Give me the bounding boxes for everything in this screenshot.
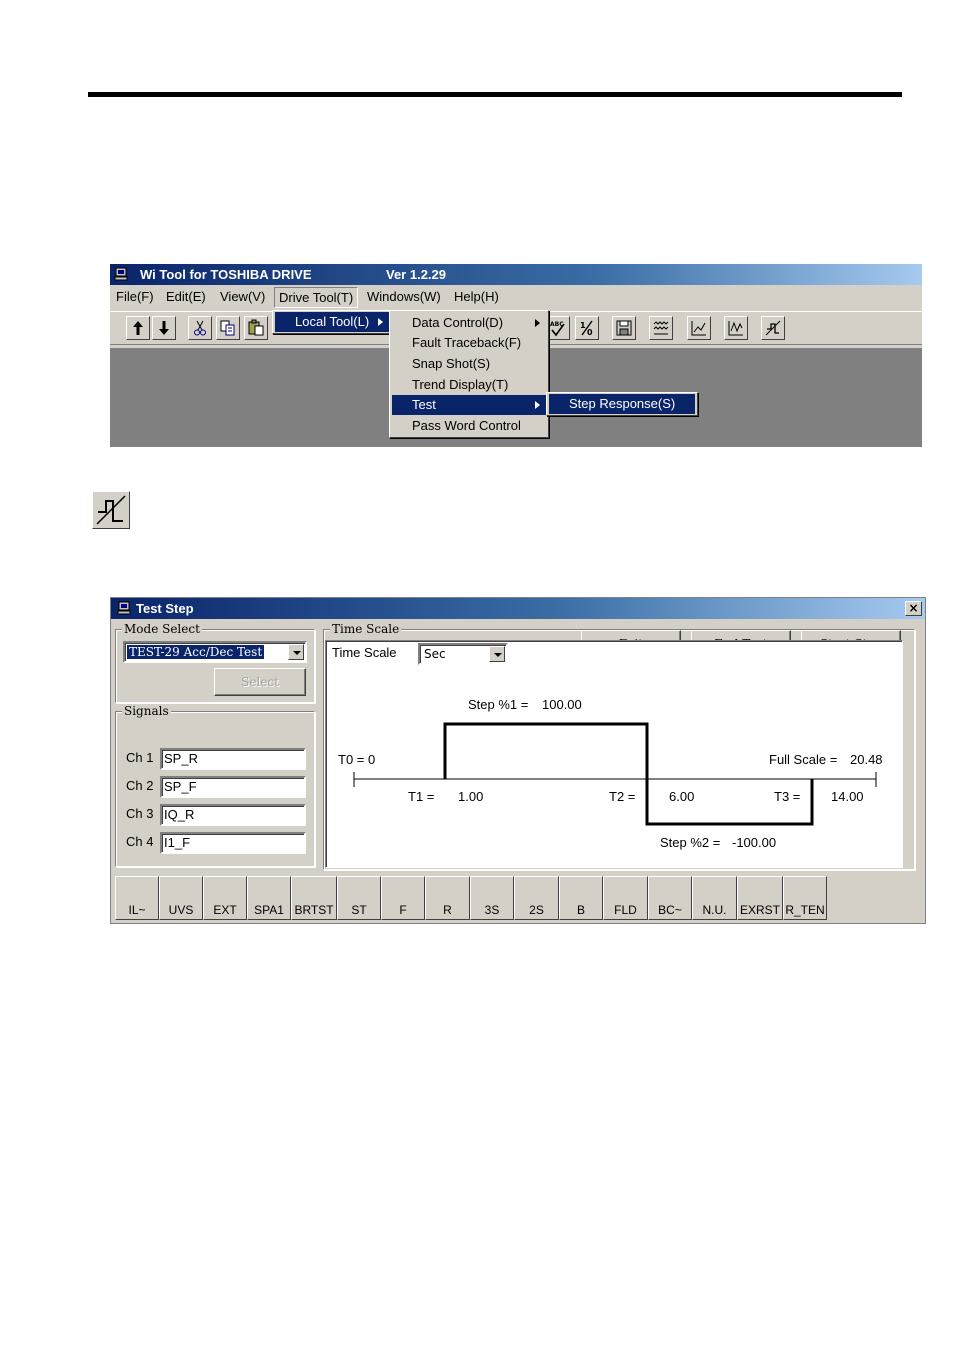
save-button[interactable] <box>612 316 636 340</box>
computer-icon <box>114 267 128 281</box>
main-window <box>110 264 922 447</box>
step-graph <box>325 640 903 868</box>
wave-icon <box>652 319 670 337</box>
ch3-field[interactable]: IQ_R <box>160 804 306 826</box>
submenu-arrow-icon <box>535 319 540 327</box>
signal-uvs-button[interactable]: UVS <box>159 876 203 920</box>
ch4-label: Ch 4 <box>126 834 154 849</box>
step1-value: 100.00 <box>542 697 582 712</box>
app-title: Wi Tool for TOSHIBA DRIVE <box>140 267 312 282</box>
t2-value: 6.00 <box>669 789 695 804</box>
signals-group <box>115 704 315 867</box>
app-version: Ver 1.2.29 <box>386 267 446 282</box>
menu-step-response[interactable]: Step Response(S) <box>549 394 695 414</box>
signal-il-button[interactable]: IL~ <box>115 876 159 920</box>
signal-ext-button[interactable]: EXT <box>203 876 247 920</box>
menu-bar <box>110 287 922 307</box>
menu-fault-traceback[interactable]: Fault Traceback(F) <box>412 335 522 350</box>
ch2-label: Ch 2 <box>126 778 154 793</box>
test-menu <box>546 392 698 416</box>
menu-help[interactable]: Help(H) <box>454 289 499 304</box>
t0-label: T0 = 0 <box>338 752 376 767</box>
signal-brtst-button[interactable]: BRTST <box>291 876 337 920</box>
menu-data-control[interactable] <box>392 313 546 333</box>
t3-label: T3 = <box>774 789 801 804</box>
copy-button[interactable] <box>216 316 240 340</box>
save-icon <box>615 319 633 337</box>
ch1-label: Ch 1 <box>126 750 154 765</box>
menu-windows[interactable]: Windows(W) <box>367 289 441 304</box>
t1-label: T1 = <box>408 789 435 804</box>
ch2-field[interactable]: SP_F <box>160 776 306 798</box>
submenu-arrow-icon <box>378 318 383 326</box>
mode-select-combo[interactable] <box>123 641 307 663</box>
full-scale-value: 20.48 <box>850 752 883 767</box>
close-button[interactable]: × <box>905 601 922 616</box>
chart-button[interactable] <box>687 316 711 340</box>
svg-text:1: 1 <box>580 321 586 330</box>
step-response-button[interactable] <box>761 316 785 340</box>
signal-fld-button[interactable]: FLD <box>603 876 648 920</box>
step-pulse <box>445 724 812 824</box>
menu-trend-display[interactable]: Trend Display(T) <box>412 377 509 392</box>
svg-text:0: 0 <box>587 328 593 337</box>
menu-drive-tool[interactable]: Drive Tool(T) <box>274 287 358 308</box>
time-scale-group-label: Time Scale <box>332 622 400 636</box>
ch4-field[interactable]: I1_F <box>160 832 306 854</box>
step-response-icon <box>93 492 129 528</box>
step-response-icon-large <box>92 491 130 529</box>
step2-value: -100.00 <box>732 835 777 850</box>
paste-icon <box>247 319 265 337</box>
signals-label: Signals <box>124 704 169 718</box>
mode-select-label: Mode Select <box>124 622 200 636</box>
t1-value: 1.00 <box>458 789 484 804</box>
dialog-titlebar <box>111 598 925 619</box>
signal-r-ten-button[interactable]: R_TEN <box>783 876 827 920</box>
menu-test[interactable] <box>392 395 546 415</box>
t2-label: T2 = <box>609 789 636 804</box>
ch1-field[interactable]: SP_R <box>160 748 306 770</box>
menu-file[interactable]: File(F) <box>116 289 154 304</box>
copy-icon <box>219 319 237 337</box>
arrow-up-icon <box>129 319 147 337</box>
trend-icon <box>727 319 745 337</box>
trend-button[interactable] <box>724 316 748 340</box>
menu-edit[interactable]: Edit(E) <box>166 289 206 304</box>
cut-icon <box>191 319 209 337</box>
signal-button-bar <box>113 874 925 922</box>
abc-check-icon <box>549 319 567 337</box>
menu-snap-shot[interactable]: Snap Shot(S) <box>412 356 491 371</box>
menu-test-label: Test <box>412 397 436 412</box>
select-button[interactable]: Select <box>214 668 306 696</box>
step1-label: Step %1 = <box>468 697 529 712</box>
signal-exrst-button[interactable]: EXRST <box>737 876 783 920</box>
svg-text:ABC: ABC <box>550 321 564 328</box>
signal-bc-button[interactable]: BC~ <box>648 876 692 920</box>
chart-icon <box>690 319 708 337</box>
menu-pass-word-control[interactable]: Pass Word Control <box>412 418 521 433</box>
time-scale-label: Time Scale <box>332 645 397 660</box>
arrow-down-button[interactable] <box>152 316 176 340</box>
t3-value: 14.00 <box>831 789 864 804</box>
dialog-title: Test Step <box>136 601 194 616</box>
local-tool-menu <box>389 310 549 438</box>
signal-b-button[interactable]: B <box>559 876 603 920</box>
menu-local-tool-label: Local Tool(L) <box>295 314 370 329</box>
divide-icon <box>578 319 596 337</box>
drive-tool-menu <box>272 310 392 334</box>
menu-local-tool[interactable] <box>275 312 389 332</box>
signal-spa1-button[interactable]: SPA1 <box>247 876 291 920</box>
submenu-arrow-icon <box>535 401 540 409</box>
header-rule <box>88 92 902 97</box>
arrow-down-icon <box>155 319 173 337</box>
signal-f-button[interactable]: F <box>381 876 425 920</box>
step2-label: Step %2 = <box>660 835 721 850</box>
computer-icon <box>117 601 131 615</box>
menu-view[interactable]: View(V) <box>220 289 266 304</box>
signal-st-button[interactable]: ST <box>337 876 381 920</box>
signal-2s-button[interactable]: 2S <box>514 876 559 920</box>
signal-nu-button[interactable]: N.U. <box>692 876 737 920</box>
menu-data-control-label: Data Control(D) <box>412 315 504 330</box>
abc-check-button[interactable] <box>546 316 570 340</box>
test-step-dialog <box>110 597 926 924</box>
arrow-up-button[interactable] <box>126 316 150 340</box>
mode-select-group <box>115 622 315 703</box>
chevron-down-icon[interactable] <box>288 644 304 660</box>
step-response-icon <box>764 319 782 337</box>
paste-button[interactable] <box>244 316 268 340</box>
main-titlebar <box>110 264 922 285</box>
ch3-label: Ch 3 <box>126 806 154 821</box>
full-scale-label: Full Scale = <box>769 752 838 767</box>
signal-r-button[interactable]: R <box>425 876 470 920</box>
wave-button[interactable] <box>649 316 673 340</box>
signal-3s-button[interactable]: 3S <box>470 876 514 920</box>
time-scale-value: Sec <box>424 647 446 661</box>
mode-select-value: TEST-29 Acc/Dec Test <box>129 645 263 659</box>
cut-button[interactable] <box>188 316 212 340</box>
divide-button[interactable] <box>575 316 599 340</box>
